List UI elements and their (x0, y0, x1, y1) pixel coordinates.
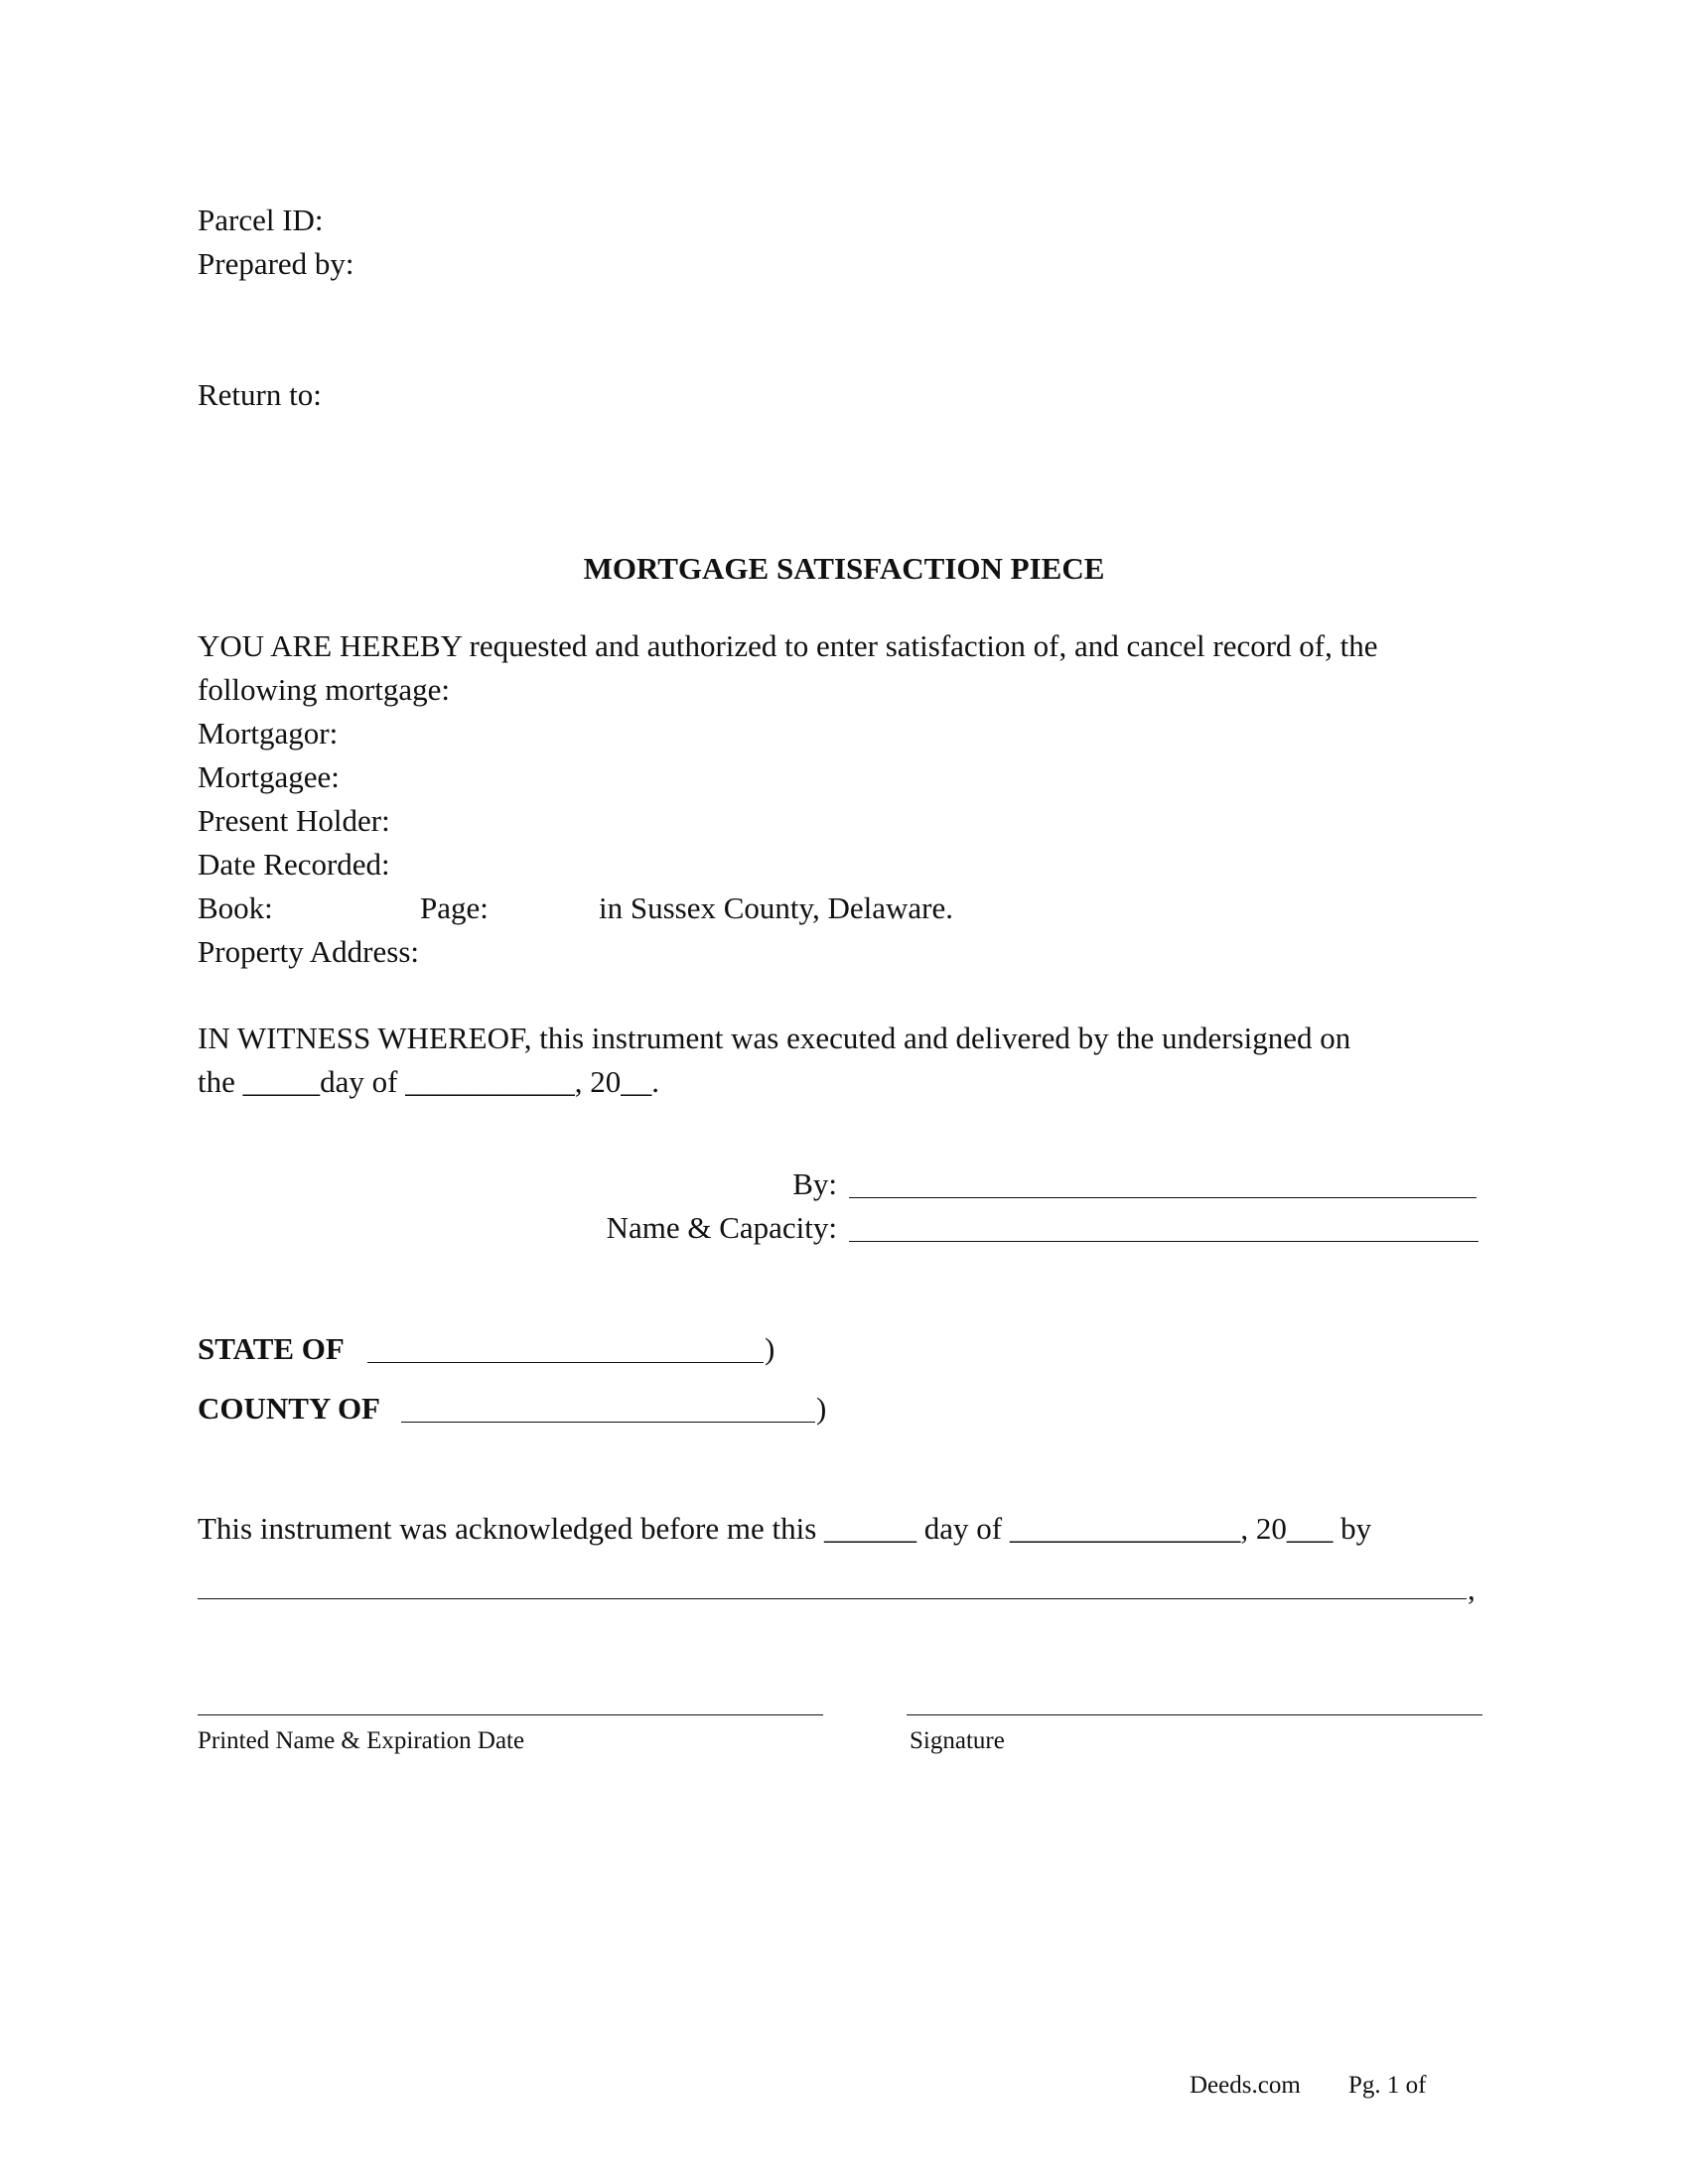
parcel-id-label: Parcel ID: (198, 203, 324, 237)
notary-signature-line[interactable] (907, 1714, 1482, 1715)
prepared-by-label: Prepared by: (198, 246, 354, 281)
acknowledgment-line: This instrument was acknowledged before me this ______ day of _______________, 20___ by (198, 1511, 1372, 1546)
state-of-label: STATE OF (198, 1331, 345, 1366)
state-of-line[interactable] (367, 1362, 764, 1363)
book-label: Book: (198, 890, 273, 925)
footer-page-number: Pg. 1 of (1348, 2072, 1427, 2099)
by-signature-line[interactable] (849, 1197, 1477, 1198)
property-address-label: Property Address: (198, 934, 420, 969)
name-capacity-line[interactable] (849, 1241, 1478, 1242)
present-holder-label: Present Holder: (198, 803, 390, 838)
county-of-line[interactable] (401, 1422, 815, 1423)
intro-line-2: following mortgage: (198, 672, 450, 707)
intro-line-1: YOU ARE HEREBY requested and authorized to enter satisfaction of, and cancel record of, the (198, 628, 1378, 663)
page-label: Page: (420, 890, 489, 925)
return-to-label: Return to: (198, 377, 322, 412)
mortgagee-label: Mortgagee: (198, 759, 340, 794)
county-of-label: COUNTY OF (198, 1391, 380, 1426)
name-capacity-label: Name & Capacity: (606, 1210, 837, 1245)
acknowledged-by-comma: , (1468, 1571, 1476, 1606)
signature-label: Signature (910, 1727, 1005, 1754)
footer-site: Deeds.com (1190, 2072, 1301, 2099)
state-paren: ) (765, 1331, 775, 1366)
county-paren: ) (816, 1391, 827, 1426)
printed-name-line[interactable] (198, 1714, 823, 1715)
date-recorded-label: Date Recorded: (198, 847, 390, 882)
by-label: By: (792, 1166, 837, 1201)
printed-name-label: Printed Name & Expiration Date (198, 1727, 525, 1754)
county-state-text: in Sussex County, Delaware. (599, 890, 954, 925)
mortgagor-label: Mortgagor: (198, 716, 339, 751)
acknowledged-by-line[interactable] (198, 1598, 1467, 1599)
document-title: MORTGAGE SATISFACTION PIECE (583, 551, 1105, 586)
witness-line-2: the _____day of ___________, 20__. (198, 1064, 659, 1099)
witness-line-1: IN WITNESS WHEREOF, this instrument was executed and delivered by the undersigned on (198, 1021, 1351, 1055)
